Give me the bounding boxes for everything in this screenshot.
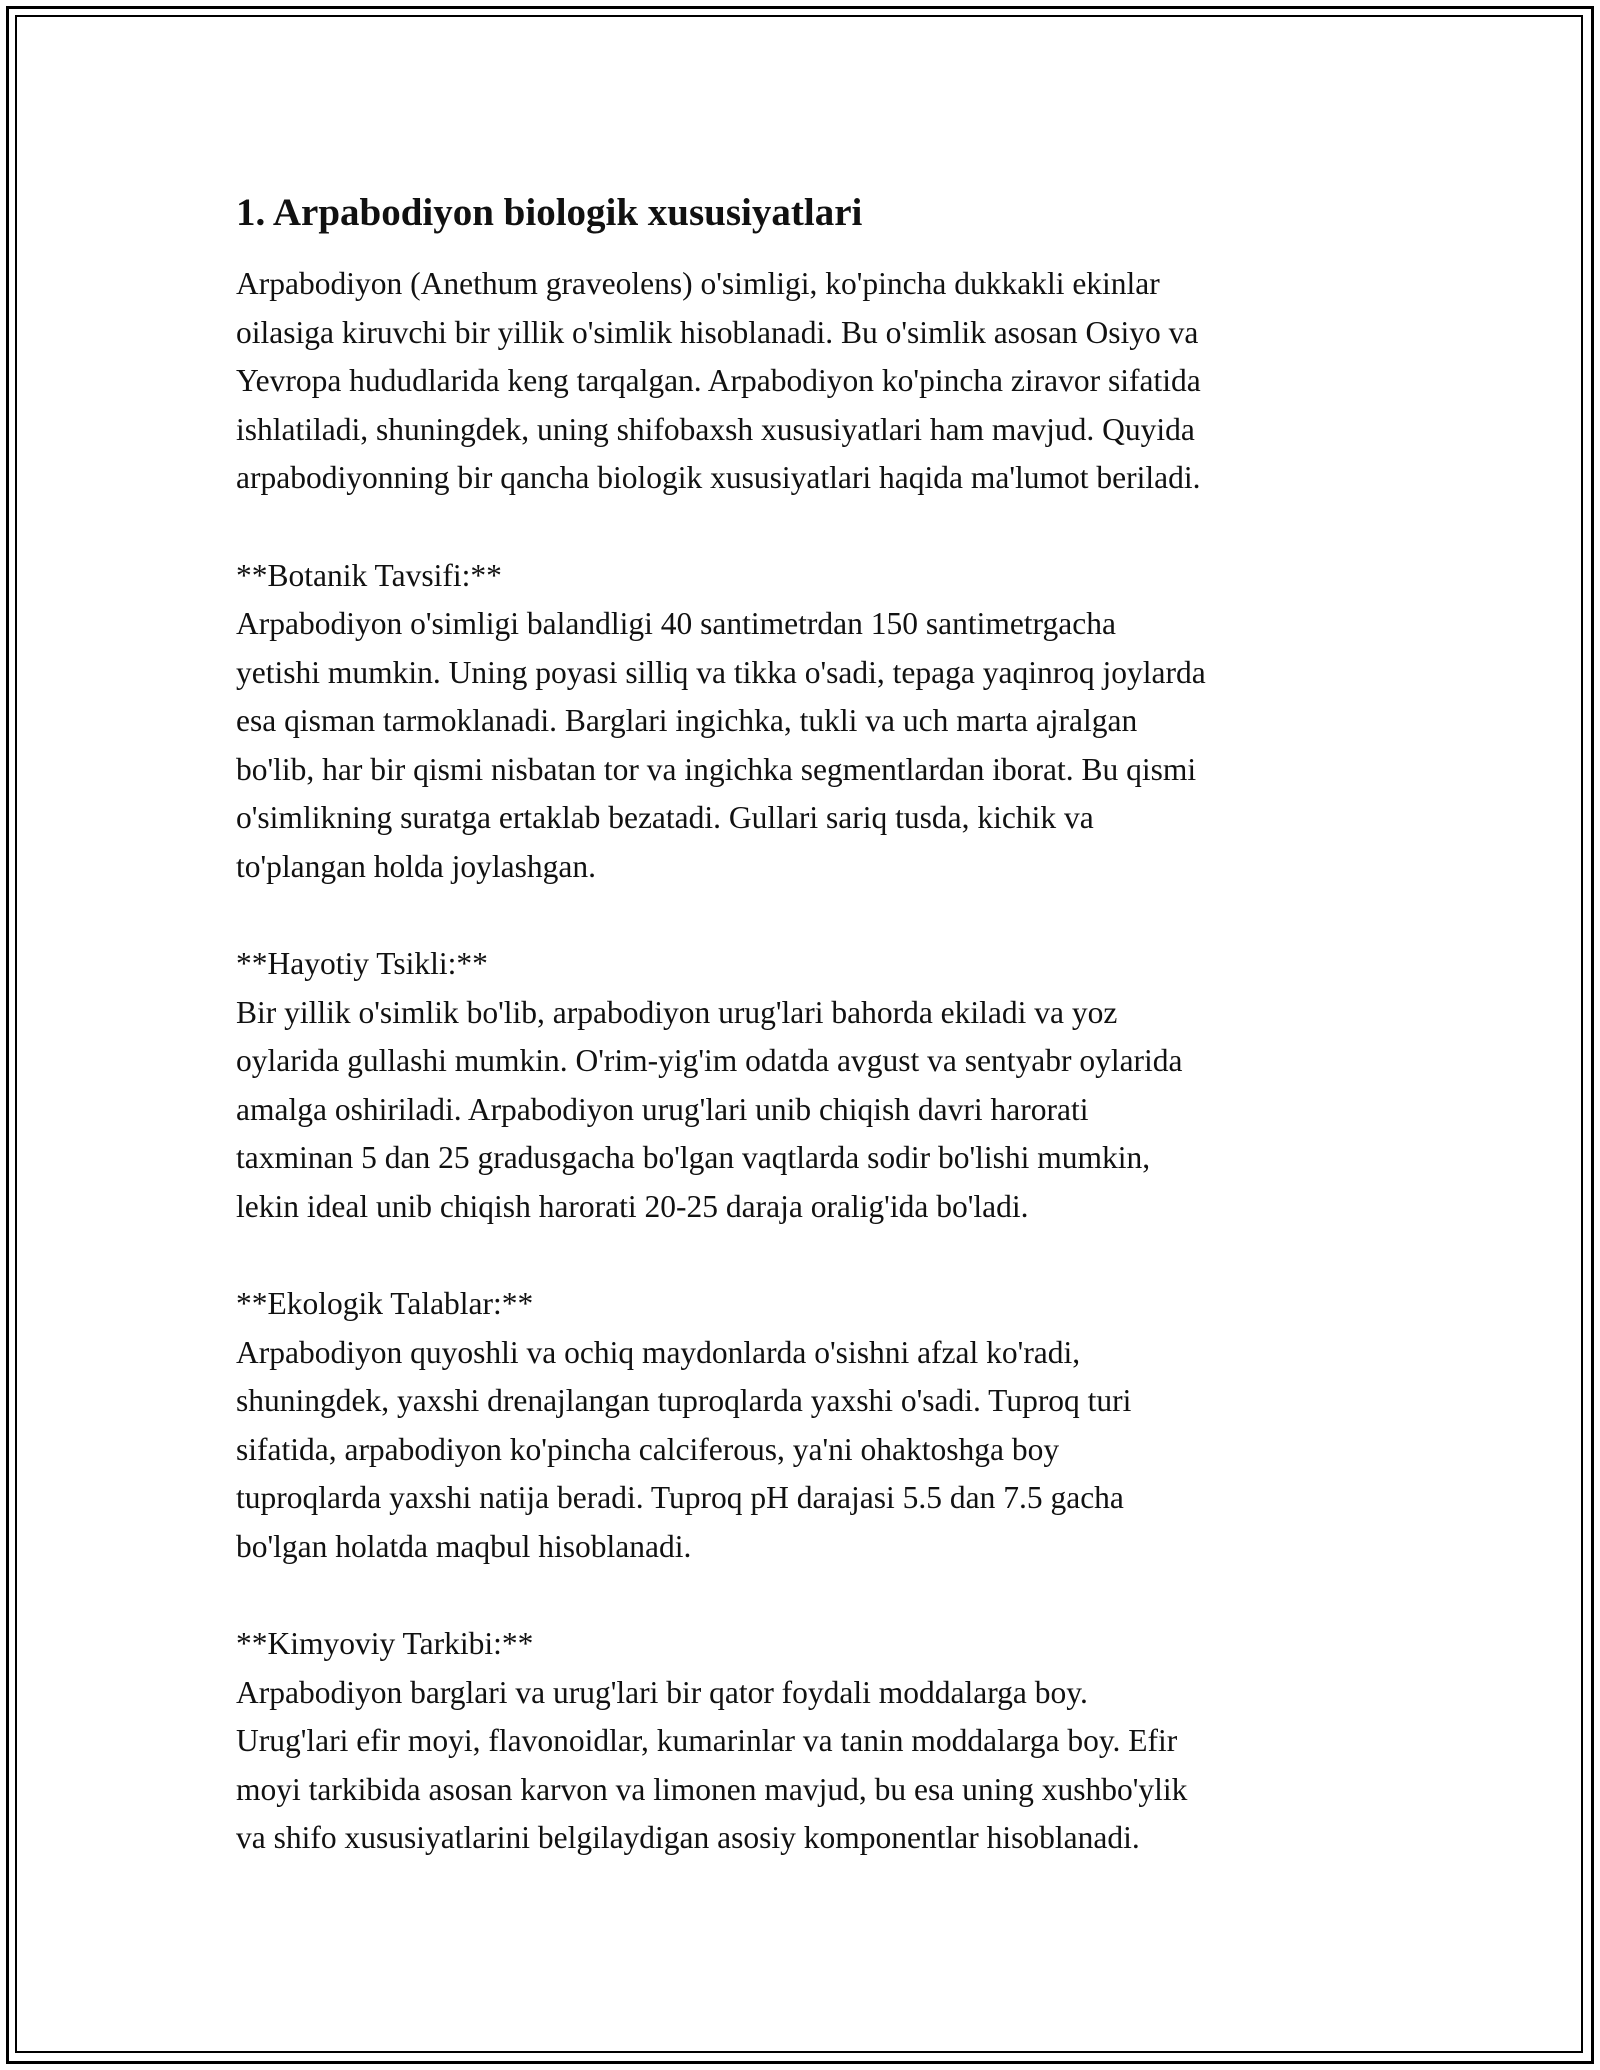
section-body: Bir yillik o'simlik bo'lib, arpabodiyon urug'lari bahorda ekiladi va yoz oylarida gullashi mumkin. O'rim-yig'im odatda avgust va sentyabr oylarida amalga oshiriladi. Arpabodiyon urug'lari unib chiqish davri harorati taxminan 5 dan 25 gradusgacha bo'lgan vaqtlarda sodir bo'lishi mumkin, lekin ideal unib chiqish harorati 20-25 daraja oralig'ida bo'ladi. xyxy=(236,994,1183,1224)
document-body xyxy=(236,188,1376,1863)
section-kimyoviy-tarkibi xyxy=(236,1620,1376,1863)
section-body: Arpabodiyon o'simligi balandligi 40 santimetrdan 150 santimetrgacha yetishi mumkin. Uning poyasi silliq va tikka o'sadi, tepaga yaqinroq joylarda esa qisman tarmoklanadi. Barglari ingichka, tukli va uch marta ajralgan bo'lib, har bir qismi nisbatan tor va ingichka segmentlardan iborat. Bu qismi o'simlikning suratga ertaklab bezatadi. Gullari sariq tusda, kichik va to'plangan holda joylashgan. xyxy=(236,606,1206,884)
section-heading: **Kimyoviy Tarkibi:** xyxy=(236,1626,534,1661)
section-heading: **Ekologik Talablar:** xyxy=(236,1286,534,1321)
section-botanik-tavsifi xyxy=(236,552,1376,892)
page-title: 1. Arpabodiyon biologik xususiyatlari xyxy=(236,191,863,234)
intro-paragraph: Arpabodiyon (Anethum graveolens) o'simligi, ko'pincha dukkakli ekinlar oilasiga kiruvchi bir yillik o'simlik hisoblanadi. Bu o'simlik asosan Osiyo va Yevropa hududlarida keng tarqalgan. Arpabodiyon ko'pincha ziravor sifatida ishlatiladi, shuningdek, uning shifobaxsh xususiyatlari ham mavjud. Quyida arpabodiyonning bir qancha biologik xususiyatlari haqida ma'lumot beriladi. xyxy=(236,266,1201,495)
section-ekologik-talablar xyxy=(236,1280,1376,1571)
section-heading: **Botanik Tavsifi:** xyxy=(236,557,502,593)
section-body: Arpabodiyon quyoshli va ochiq maydonlarda o'sishni afzal ko'radi, shuningdek, yaxshi drenajlangan tuproqlarda yaxshi o'sadi. Tuproq turi sifatida, arpabodiyon ko'pincha calciferous, ya'ni ohaktoshga boy tuproqlarda yaxshi natija beradi. Tuproq pH darajasi 5.5 dan 7.5 gacha bo'lgan holatda maqbul hisoblanadi. xyxy=(236,1334,1132,1564)
section-heading: **Hayotiy Tsikli:** xyxy=(236,946,488,981)
section-body: Arpabodiyon barglari va urug'lari bir qator foydali moddalarga boy. Urug'lari efir moyi, flavonoidlar, kumarinlar va tanin moddalarga boy. Efir moyi tarkibida asosan karvon va limonen mavjud, bu esa uning xushbo'ylik va shifo xususiyatlarini belgilaydigan asosiy komponentlar hisoblanadi. xyxy=(236,1674,1188,1855)
section-hayotiy-tsikli xyxy=(236,940,1376,1231)
